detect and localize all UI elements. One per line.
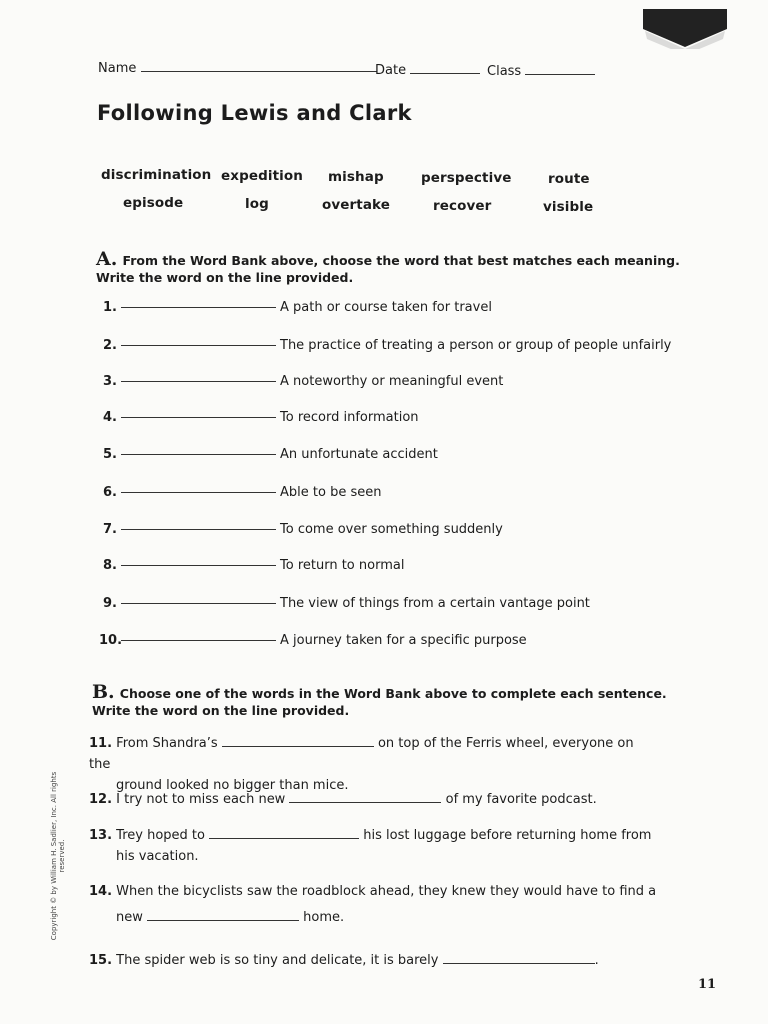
page-number: 11 <box>698 977 717 992</box>
word-bank-item: episode <box>123 195 184 211</box>
sentence-item: 15. The spider web is so tiny and delicate, it is barely . <box>89 953 599 968</box>
list-item: 2. The practice of treating a person or group of people unfairly <box>103 338 672 353</box>
answer-line[interactable] <box>121 491 276 493</box>
section-a-letter: A. <box>96 248 118 270</box>
answer-line[interactable] <box>121 306 276 308</box>
sentence-item-continued: new home. <box>116 910 345 925</box>
list-item: 3. A noteworthy or meaningful event <box>103 374 504 389</box>
answer-line[interactable] <box>121 380 276 382</box>
class-field <box>487 64 595 79</box>
sentence-item: 14. When the bicyclists saw the roadblock ahead, they knew they would have to find a <box>89 884 657 899</box>
answer-line[interactable] <box>121 602 276 604</box>
word-bank-item: route <box>548 171 590 187</box>
word-bank-item: visible <box>543 199 594 215</box>
list-item: 7. To come over something suddenly <box>103 522 503 537</box>
answer-line[interactable] <box>147 919 299 921</box>
name-field <box>98 61 377 76</box>
section-b-instructions-line2: Write the word on the line provided. <box>92 703 350 718</box>
word-bank-item: mishap <box>328 169 384 185</box>
list-item: 10. A journey taken for a specific purpose <box>99 633 527 648</box>
answer-line[interactable] <box>121 528 276 530</box>
section-a-instructions-line2: Write the word on the line provided. <box>96 270 354 285</box>
answer-line[interactable] <box>289 801 441 803</box>
corner-decoration <box>643 9 727 49</box>
answer-line[interactable] <box>121 416 276 418</box>
answer-line[interactable] <box>209 837 359 839</box>
word-bank-item: recover <box>433 198 492 214</box>
name-line[interactable] <box>141 70 377 72</box>
word-bank-item: overtake <box>322 197 391 213</box>
list-item: 4. To record information <box>103 410 419 425</box>
section-b-instructions-line1: Choose one of the words in the Word Bank above to complete each sentence. <box>119 686 667 701</box>
list-item: 5. An unfortunate accident <box>103 447 438 462</box>
section-a-instructions <box>96 248 680 270</box>
word-bank-item: log <box>245 196 269 212</box>
section-b-instructions <box>92 681 667 703</box>
answer-line[interactable] <box>121 639 276 641</box>
sentence-item: 13. Trey hoped to his lost luggage before returning home from his vacation. <box>89 828 652 864</box>
list-item: 9. The view of things from a certain vantage point <box>103 596 590 611</box>
date-line[interactable] <box>410 72 480 74</box>
name-label: Name <box>98 61 137 76</box>
class-label: Class <box>487 64 522 79</box>
class-line[interactable] <box>525 73 595 75</box>
section-a-instructions-line1: From the Word Bank above, choose the word that best matches each meaning. <box>122 253 680 268</box>
answer-line[interactable] <box>443 962 595 964</box>
sentence-item: 11. From Shandra’s on top of the Ferris wheel, everyone on the ground looked no bigger than mice. <box>89 736 634 793</box>
list-item: 1. A path or course taken for travel <box>103 300 492 315</box>
list-item: 6. Able to be seen <box>103 485 382 500</box>
answer-line[interactable] <box>121 564 276 566</box>
list-item: 8. To return to normal <box>103 558 405 573</box>
answer-line[interactable] <box>121 453 276 455</box>
section-b-letter: B. <box>92 681 115 703</box>
answer-line[interactable] <box>222 745 374 747</box>
word-bank-item: perspective <box>421 170 512 186</box>
date-label: Date <box>375 63 407 78</box>
sentence-item: 12. I try not to miss each new of my favorite podcast. <box>89 792 597 807</box>
answer-line[interactable] <box>121 344 276 346</box>
copyright-notice: Copyright © by William H. Sadlier, Inc. All rights reserved. <box>50 771 66 941</box>
page-title: Following Lewis and Clark <box>97 101 412 125</box>
word-bank-item: discrimination <box>101 167 212 183</box>
word-bank-item: expedition <box>221 168 303 184</box>
date-field <box>375 63 480 78</box>
